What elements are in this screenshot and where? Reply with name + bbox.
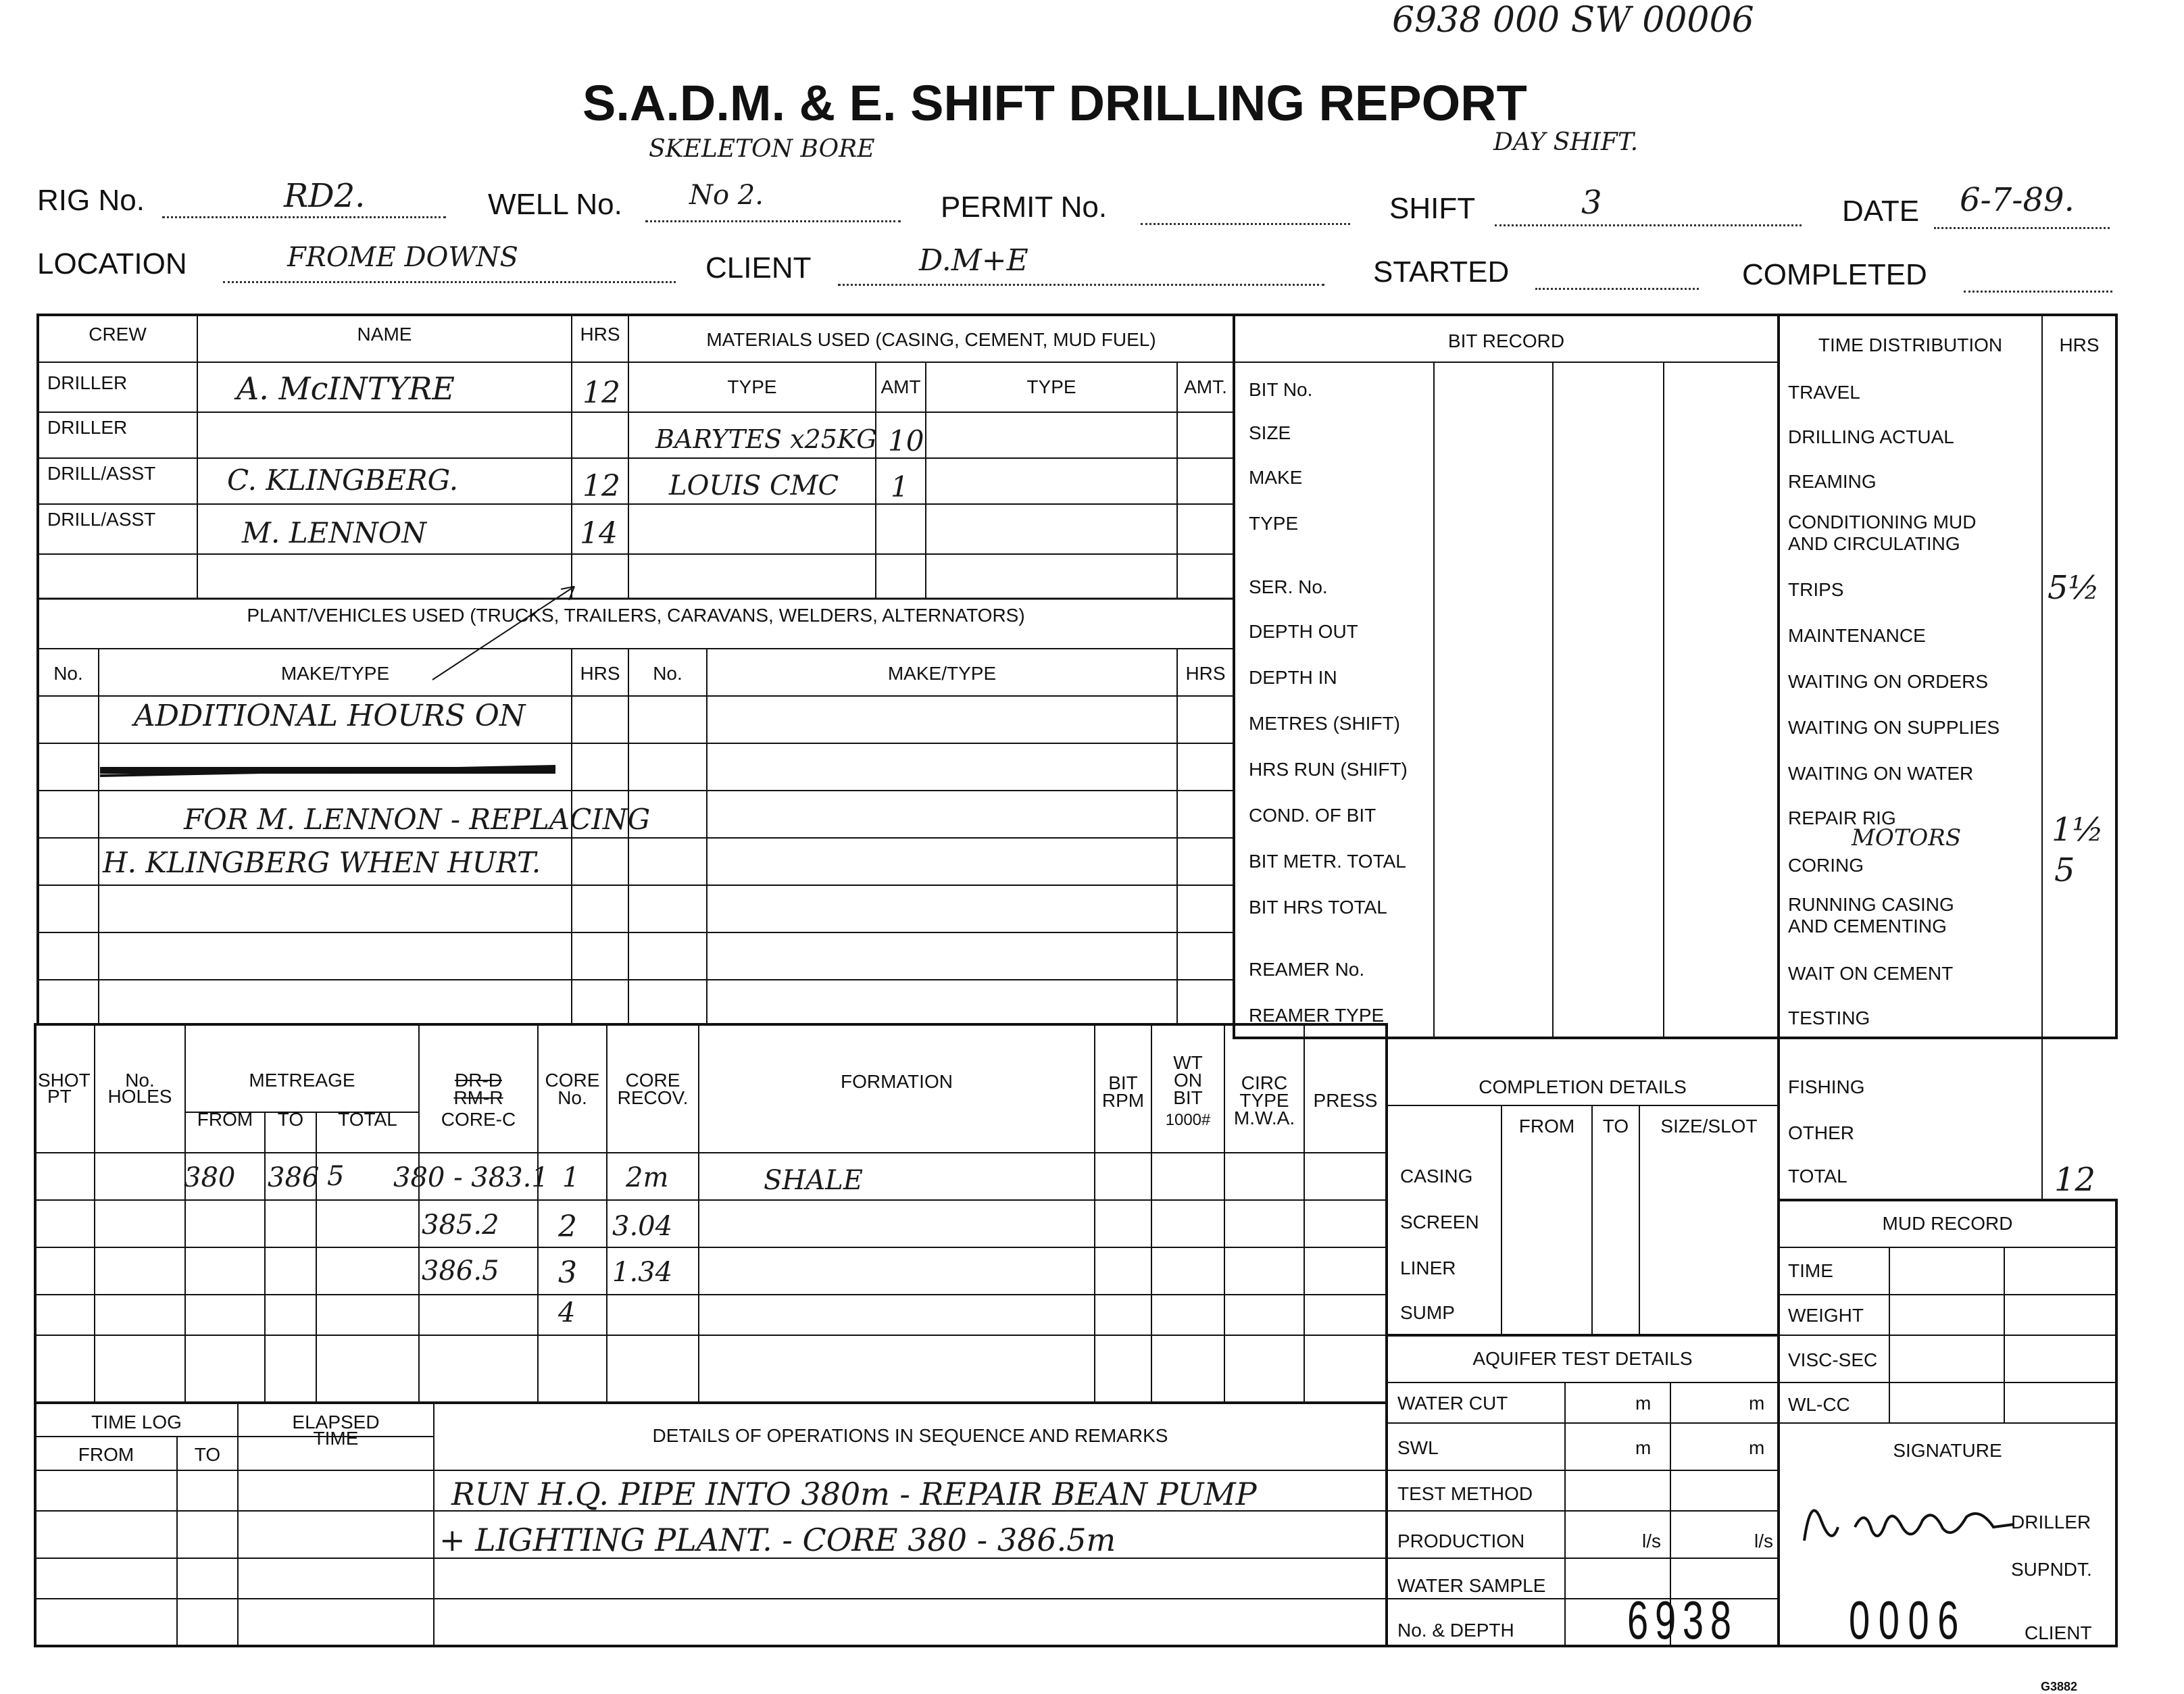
holes-header: No. [125, 1070, 155, 1091]
date-value: 6-7-89. [1960, 181, 2075, 219]
materials-title: MATERIALS USED (CASING, CEMENT, MUD FUEL) [706, 329, 1156, 350]
to-header: TO [1602, 1116, 1629, 1137]
drill-formation: SHALE [764, 1165, 863, 1196]
aquifer-title: AQUIFER TEST DETAILS [1472, 1348, 1693, 1369]
from-header: FROM [197, 1109, 253, 1130]
no-header: No. [653, 663, 682, 684]
bit-row-label: REAMER No. [1249, 959, 1365, 980]
formation-header: FORMATION [841, 1071, 953, 1092]
shot-header: SHOT [38, 1070, 91, 1091]
completion-label: SUMP [1400, 1302, 1455, 1323]
drill-recov: 3.04 [612, 1211, 673, 1242]
crew-hrs: 12 [582, 469, 620, 503]
aquifer-label: WATER SAMPLE [1397, 1575, 1546, 1596]
time-dist-label: MAINTENANCE [1788, 625, 1926, 646]
no-header: No. [53, 663, 83, 684]
time-dist-label: WAITING ON ORDERS [1788, 671, 1989, 692]
drill-recov: 1.34 [612, 1257, 673, 1288]
time-dist-total: 12 [2054, 1161, 2096, 1199]
bit-row-label: DEPTH OUT [1249, 621, 1358, 642]
size-header: SIZE/SLOT [1660, 1116, 1758, 1137]
well-label: WELL No. [488, 188, 622, 221]
time-dist-label: RUNNING CASING [1788, 894, 1954, 915]
drill-core-no: 2 [558, 1210, 577, 1244]
client-sig-label: CLIENT [2025, 1622, 2092, 1643]
crew-role: DRILLER [47, 372, 128, 393]
aquifer-unit: m [1635, 1393, 1652, 1414]
material-amt: 1 [891, 470, 909, 503]
bit-row-label: MAKE [1249, 467, 1303, 488]
bore-note: SKELETON BORE [649, 135, 875, 163]
aquifer-unit: m [1635, 1437, 1652, 1458]
aquifer-label: PRODUCTION [1397, 1530, 1525, 1551]
wt-header: ON [1174, 1070, 1202, 1091]
time-dist-label: WAITING ON WATER [1788, 763, 1974, 784]
time-dist-hrs: 5½ [2048, 569, 2100, 607]
wt-header: 1000# [1165, 1111, 1211, 1129]
bit-row-label: BIT No. [1249, 379, 1313, 400]
type-header: TYPE [1026, 376, 1076, 397]
bit-row-label: COND. OF BIT [1249, 805, 1376, 826]
metreage-header: METREAGE [249, 1070, 355, 1091]
timelog-header: TIME LOG [91, 1412, 182, 1433]
rig-value: RD2. [284, 177, 366, 215]
total-header: TOTAL [338, 1109, 397, 1130]
completion-label: LINER [1400, 1257, 1456, 1278]
drill-total: 5 [327, 1161, 345, 1192]
time-dist-label: CONDITIONING MUD [1788, 512, 1977, 532]
crew-role: DRILL/ASST [47, 463, 156, 484]
time-dist-label: FISHING [1788, 1076, 1865, 1097]
client-value: D.M+E [919, 243, 1028, 278]
time-dist-label: WAITING ON SUPPLIES [1788, 717, 2000, 738]
time-dist-label: OTHER [1788, 1122, 1854, 1143]
hrs-header: HRS [580, 324, 620, 345]
signature-title: SIGNATURE [1893, 1440, 2002, 1461]
completion-label: SCREEN [1400, 1212, 1479, 1232]
time-dist-label: REPAIR RIG [1788, 807, 1896, 828]
from-header: FROM [1518, 1116, 1575, 1137]
time-dist-label: CORING [1788, 855, 1864, 876]
time-dist-label: REAMING [1788, 471, 1877, 492]
circ-header: TYPE [1239, 1090, 1289, 1111]
mud-label: WEIGHT [1788, 1305, 1864, 1326]
aquifer-unit: m [1749, 1437, 1765, 1458]
time-dist-hrs: 5 [2054, 851, 2075, 889]
time-dist-label: TESTING [1788, 1007, 1870, 1028]
crew-role: DRILL/ASST [47, 509, 156, 530]
bit-row-label: SIZE [1249, 422, 1291, 443]
aquifer-label: TEST METHOD [1397, 1483, 1533, 1504]
crew-hrs: 14 [580, 516, 618, 551]
bit-row-label: HRS RUN (SHIFT) [1249, 759, 1408, 780]
operation-line: + LIGHTING PLANT. - CORE 380 - 386.5m [439, 1522, 1116, 1558]
client-label: CLIENT [705, 251, 812, 284]
press-header: PRESS [1313, 1090, 1378, 1111]
permit-label: PERMIT No. [941, 191, 1108, 224]
shift-note: DAY SHIFT. [1493, 128, 1639, 156]
type-header: TYPE [727, 376, 777, 397]
hrs-header: HRS [2059, 334, 2100, 355]
bit-record-title: BIT RECORD [1447, 330, 1565, 351]
circ-header: CIRC [1241, 1072, 1288, 1093]
bit-row-label: DEPTH IN [1249, 667, 1337, 688]
wt-header: WT [1173, 1052, 1203, 1073]
time-dist-label: MOTORS [1852, 824, 1962, 851]
crew-name: A. McINTYRE [237, 370, 455, 407]
completion-label: CASING [1400, 1166, 1473, 1187]
time-dist-hrs: 1½ [2052, 811, 2104, 849]
drill-core-no: 3 [558, 1255, 577, 1290]
page-stamp: 0006 [1849, 1590, 1967, 1650]
elapsed-header: TIME [313, 1428, 359, 1449]
time-dist-label: TRIPS [1788, 579, 1844, 600]
core-no-header: No. [557, 1087, 587, 1108]
bit-row-label: TYPE [1249, 513, 1299, 534]
bit-row-label: SER. No. [1249, 576, 1328, 597]
material-type: BARYTES x25KG [655, 424, 877, 454]
drill-recov: 2m [626, 1162, 669, 1193]
aquifer-label: WATER CUT [1397, 1393, 1508, 1414]
mud-label: WL-CC [1788, 1394, 1850, 1415]
name-header: NAME [357, 324, 412, 345]
to-header: TO [277, 1109, 304, 1130]
crew-header: CREW [89, 324, 147, 345]
rmr-header: RM-R [453, 1087, 503, 1108]
mud-label: VISC-SEC [1788, 1349, 1878, 1370]
make-header: MAKE/TYPE [887, 663, 997, 684]
date-label: DATE [1842, 195, 1920, 228]
time-dist-label: AND CEMENTING [1788, 916, 1947, 937]
hrs-header: HRS [1185, 663, 1226, 684]
rig-label: RIG No. [37, 184, 145, 217]
supndt-label: SUPNDT. [2011, 1559, 2092, 1580]
driller-signature [1791, 1480, 2020, 1554]
elapsed-header: ELAPSED [292, 1412, 380, 1433]
started-label: STARTED [1373, 255, 1510, 289]
location-label: LOCATION [37, 247, 187, 280]
core-recov-header: RECOV. [617, 1087, 689, 1108]
amt-header: AMT [880, 376, 921, 397]
drill-core-no: 1 [562, 1162, 580, 1193]
time-dist-label: TRAVEL [1788, 382, 1860, 403]
holes-header: HOLES [107, 1086, 172, 1107]
make-header: MAKE/TYPE [280, 663, 390, 684]
time-dist-title: TIME DISTRIBUTION [1818, 334, 2003, 355]
mud-title: MUD RECORD [1882, 1213, 2013, 1234]
time-dist-label: AND CIRCULATING [1788, 533, 1960, 554]
time-dist-label: DRILLING ACTUAL [1788, 426, 1954, 447]
aquifer-label: SWL [1397, 1437, 1439, 1458]
details-header: DETAILS OF OPERATIONS IN SEQUENCE AND REMARKS [652, 1425, 1168, 1446]
shot-header: PT [47, 1086, 72, 1107]
amt-header: AMT. [1184, 376, 1227, 397]
drill-core-c: 380 - 383.1 [393, 1162, 549, 1193]
core-no-header: CORE [545, 1070, 600, 1091]
completed-label: COMPLETED [1742, 258, 1927, 291]
plant-title: PLANT/VEHICLES USED (TRUCKS, TRAILERS, CARAVANS, WELDERS, ALTERNATORS) [247, 605, 1025, 626]
wt-header: BIT [1173, 1087, 1203, 1108]
shift-value: 3 [1581, 184, 1602, 222]
driller-label: DRILLER [2011, 1512, 2091, 1533]
time-dist-label: TOTAL [1788, 1166, 1847, 1187]
plant-note: ADDITIONAL HOURS ON [134, 699, 526, 733]
material-amt: 10 [888, 424, 924, 457]
aquifer-unit: l/s [1642, 1530, 1661, 1551]
to-header: TO [194, 1444, 221, 1465]
aquifer-unit: m [1749, 1393, 1765, 1414]
drill-core-c: 386.5 [422, 1255, 499, 1287]
drill-core-c: 385.2 [422, 1210, 499, 1241]
drill-to: 386 [268, 1162, 320, 1193]
drd-header: DR-D [455, 1070, 502, 1091]
aquifer-unit: l/s [1754, 1530, 1773, 1551]
operation-line: RUN H.Q. PIPE INTO 380m - REPAIR BEAN PUMP [451, 1476, 1257, 1512]
hrs-header: HRS [580, 663, 620, 684]
from-header: FROM [78, 1444, 134, 1465]
mud-label: TIME [1788, 1260, 1833, 1281]
well-value: No 2. [689, 180, 764, 211]
aquifer-stamp: 6938 [1627, 1590, 1738, 1650]
bit-row-label: METRES (SHIFT) [1249, 713, 1400, 734]
bit-row-label: BIT METR. TOTAL [1249, 851, 1406, 872]
crew-name: C. KLINGBERG. [227, 464, 459, 497]
material-type: LOUIS CMC [669, 470, 839, 501]
crew-role: DRILLER [47, 417, 128, 438]
page-title: S.A.D.M. & E. SHIFT DRILLING REPORT [582, 75, 1527, 131]
form-code: G3882 [2041, 1680, 2078, 1693]
drill-core-no: 4 [558, 1297, 576, 1328]
plant-note: H. KLINGBERG WHEN HURT. [103, 846, 541, 879]
location-value: FROME DOWNS [287, 242, 518, 273]
corec-header: CORE-C [441, 1109, 516, 1130]
plant-note: FOR M. LENNON - REPLACING [184, 803, 651, 836]
circ-header: M.W.A. [1233, 1107, 1295, 1128]
bit-rpm-header: BIT [1108, 1072, 1138, 1093]
crew-name: M. LENNON [242, 516, 426, 549]
aquifer-label: No. & DEPTH [1397, 1620, 1514, 1641]
doc-number: 6938 000 SW 00006 [1392, 0, 1754, 41]
crew-hrs: 12 [582, 376, 620, 410]
drill-from: 380 [184, 1162, 236, 1193]
completion-title: COMPLETION DETAILS [1479, 1076, 1687, 1097]
core-recov-header: CORE [625, 1070, 680, 1091]
bit-rpm-header: RPM [1101, 1090, 1145, 1111]
shift-label: SHIFT [1389, 192, 1476, 225]
time-dist-label: WAIT ON CEMENT [1788, 963, 1954, 984]
bit-row-label: BIT HRS TOTAL [1249, 897, 1387, 918]
bit-row-label: REAMER TYPE [1249, 1005, 1385, 1026]
